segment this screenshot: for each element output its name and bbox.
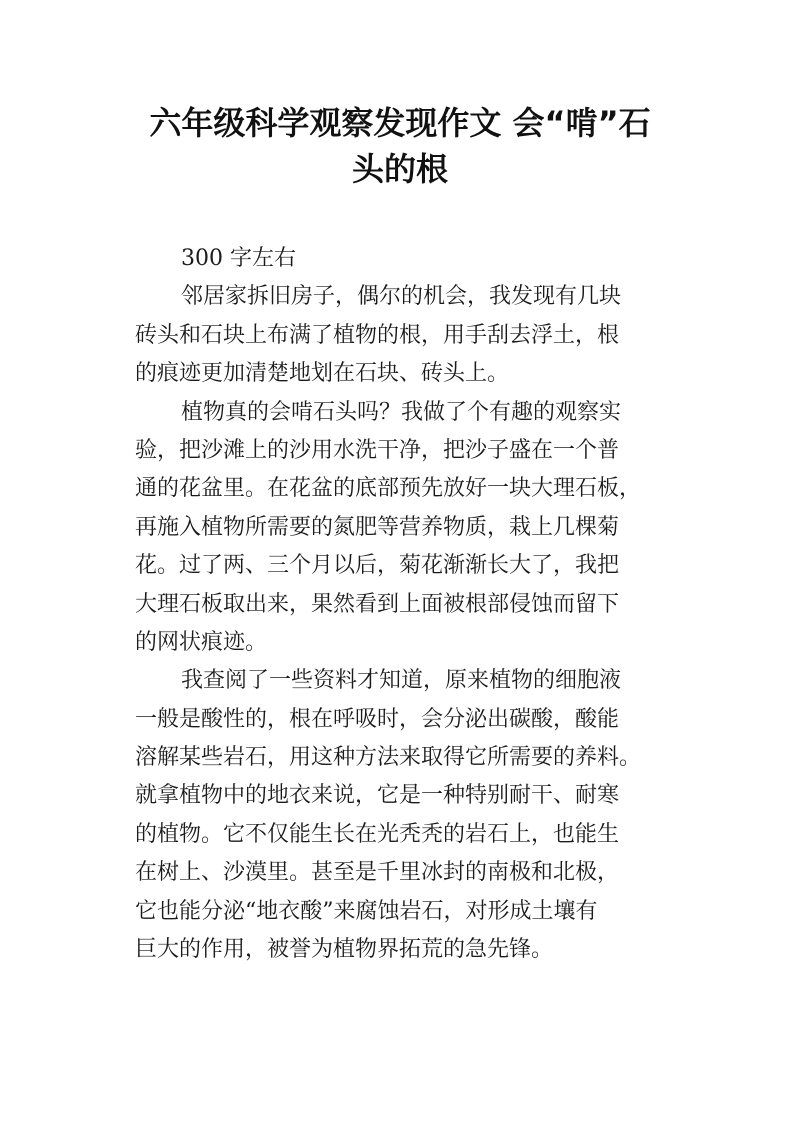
- paragraph-2-line-1: 植物真的会啃石头吗？我做了个有趣的观察实: [181, 399, 622, 425]
- paragraph-2-line-5: 花。过了两、三个月以后，菊花渐渐长大了，我把: [135, 553, 620, 579]
- paragraph-2-line-3: 通的花盆里。在花盆的底部预先放好一块大理石板，: [135, 476, 642, 502]
- paragraph-1-line-3: 的痕迹更加清楚地划在石块、砖头上。: [135, 361, 510, 387]
- paragraph-1-line-1: 邻居家拆旧房子，偶尔的机会，我发现有几块: [181, 284, 622, 310]
- paragraph-3-line-5: 的植物。它不仅能生长在光秃秃的岩石上，也能生: [135, 821, 620, 847]
- paragraph-2-line-4: 再施入植物所需要的氮肥等营养物质，栽上几棵菊: [135, 514, 620, 540]
- paragraph-2-line-2: 验，把沙滩上的沙用水洗干净，把沙子盛在一个普: [135, 437, 620, 463]
- paragraph-3-line-7: 它也能分泌“地衣酸”来腐蚀岩石，对形成土壤有: [135, 898, 598, 924]
- paragraph-1-line-2: 砖头和石块上布满了植物的根，用手刮去浮土，根: [135, 322, 620, 348]
- paragraph-3-line-2: 一般是酸性的，根在呼吸时，会分泌出碳酸，酸能: [135, 706, 620, 732]
- paragraph-3-line-8: 巨大的作用，被誉为植物界拓荒的急先锋。: [135, 937, 554, 963]
- paragraph-3-line-1: 我查阅了一些资料才知道，原来植物的细胞液: [181, 668, 622, 694]
- paragraph-2-line-6: 大理石板取出来，果然看到上面被根部侵蚀而留下: [135, 591, 620, 617]
- paragraph-2-line-7: 的网状痕迹。: [135, 629, 268, 655]
- title-line-2: 头的根: [351, 150, 448, 188]
- paragraph-3-line-6: 在树上、沙漠里。甚至是千里冰封的南极和北极，: [135, 860, 620, 886]
- document-body: [135, 240, 695, 969]
- paragraph-3-line-4: 就拿植物中的地衣来说，它是一种特别耐干、耐寒: [135, 783, 620, 809]
- word-count-note: 300 字左右: [181, 246, 296, 271]
- document-title: [100, 100, 700, 192]
- title-line-1: 六年级科学观察发现作文 会“啃”石: [149, 104, 651, 142]
- paragraph-3-line-3: 溶解某些岩石，用这种方法来取得它所需要的养料。: [135, 745, 642, 771]
